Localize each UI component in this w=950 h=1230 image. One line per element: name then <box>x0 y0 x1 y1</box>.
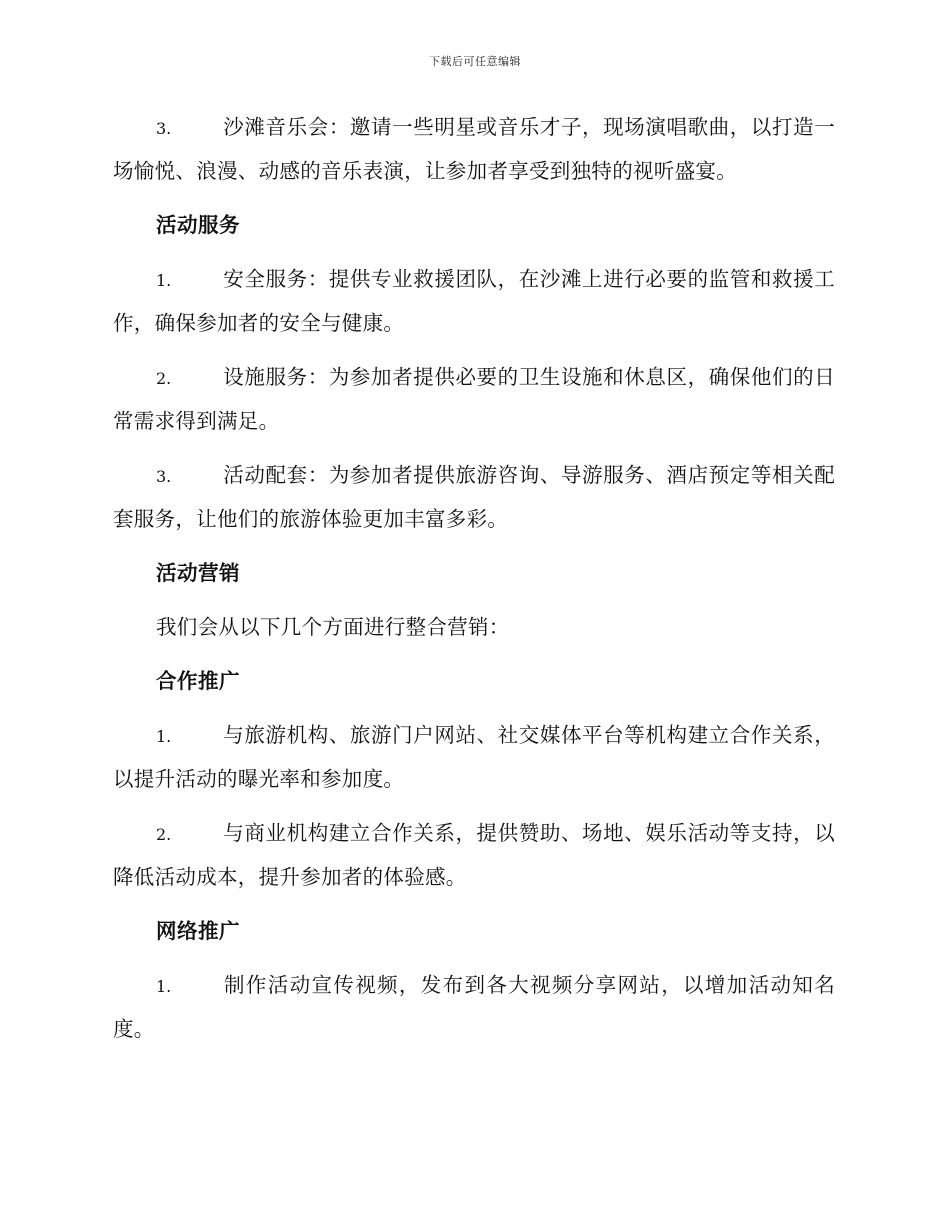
page-header-note: 下载后可任意编辑 <box>429 55 521 68</box>
section-heading: 网络推广 <box>156 919 240 943</box>
list-item-number: 1. <box>156 271 172 290</box>
list-item-number: 3. <box>156 119 172 138</box>
list-item-text: 制作活动宣传视频，发布到各大视频分享网站，以增加活动知名度。 <box>113 973 835 1041</box>
list-item-text: 沙滩音乐会：邀请一些明星或音乐才子，现场演唱歌曲，以打造一场愉悦、浪漫、动感的音乐表演，让参加者享受到独特的视听盛宴。 <box>113 115 835 183</box>
list-item-text: 设施服务：为参加者提供必要的卫生设施和休息区，确保他们的日常需求得到满足。 <box>113 365 835 433</box>
list-item <box>113 258 835 344</box>
list-item-number: 2. <box>156 825 172 844</box>
list-item <box>113 454 835 540</box>
list-item <box>113 812 835 898</box>
section-heading: 合作推广 <box>156 669 240 693</box>
list-item <box>113 356 835 442</box>
document-body <box>113 106 835 1062</box>
list-item-number: 1. <box>156 977 172 996</box>
list-item <box>113 714 835 800</box>
list-item-number: 2. <box>156 369 172 388</box>
list-item <box>113 964 835 1050</box>
list-item <box>113 106 835 192</box>
list-item-number: 3. <box>156 467 172 486</box>
body-paragraph: 我们会从以下几个方面进行整合营销： <box>156 615 510 639</box>
list-item-text: 与旅游机构、旅游门户网站、社交媒体平台等机构建立合作关系，以提升活动的曝光率和参加度。 <box>113 723 835 791</box>
list-item-text: 活动配套：为参加者提供旅游咨询、导游服务、酒店预定等相关配套服务，让他们的旅游体验更加丰富多彩。 <box>113 463 835 531</box>
list-item-text: 与商业机构建立合作关系，提供赞助、场地、娱乐活动等支持，以降低活动成本，提升参加者的体验感。 <box>113 821 835 889</box>
section-heading: 活动营销 <box>156 561 240 585</box>
list-item-number: 1. <box>156 727 172 746</box>
section-heading: 活动服务 <box>156 213 240 237</box>
list-item-text: 安全服务：提供专业救援团队，在沙滩上进行必要的监管和救援工作，确保参加者的安全与健康。 <box>113 267 835 335</box>
